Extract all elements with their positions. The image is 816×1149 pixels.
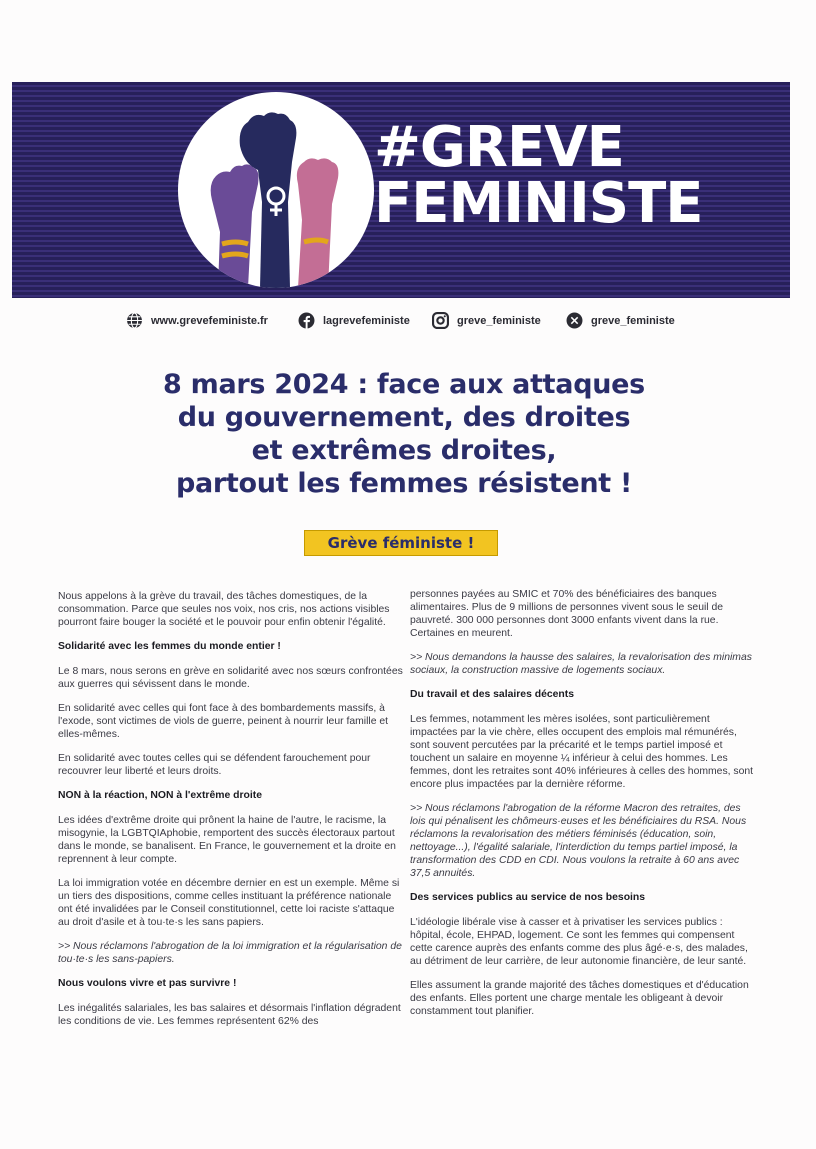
social-links [0, 312, 816, 332]
greve-tag: Grève féministe ! [304, 530, 498, 556]
paragraph: En solidarité avec toutes celles qui se défendent farouchement pour recouvrer leur liberté et leurs droits. [58, 753, 371, 777]
banner-emblem [178, 92, 374, 288]
paragraph: Le 8 mars, nous serons en grève en solidarité avec nos sœurs confrontées aux guerres qui sévissent dans le monde. [58, 666, 403, 690]
banner-title [374, 115, 703, 236]
social-facebook[interactable] [298, 312, 410, 329]
paragraph: Elles assument la grande majorité des tâches domestiques et d'éducation des enfants. Elles portent une charge mentale les obligeant à devoir constamment tout planifier. [410, 980, 749, 1017]
paragraph: Les inégalités salariales, les bas salaires et désormais l'inflation dégradent les conditions de vie. Les femmes représentent 62% des [58, 1003, 401, 1027]
left-column [58, 590, 406, 1039]
social-website-label: www.grevefeministe.fr [151, 314, 268, 327]
social-twitter-label: greve_feministe [591, 314, 675, 327]
page-title-line2: du gouvernement, des droites [177, 402, 631, 433]
header-banner [12, 82, 790, 298]
page-title [0, 368, 808, 500]
globe-icon [126, 312, 143, 329]
social-instagram[interactable] [432, 312, 541, 329]
section-heading: Nous voulons vivre et pas survivre ! [58, 978, 237, 989]
page-title-line4: partout les femmes résistent ! [175, 468, 633, 499]
banner-title-line2: FEMINISTE [374, 171, 703, 236]
section-heading: NON à la réaction, NON à l'extrême droite [58, 790, 262, 801]
paragraph: Les idées d'extrême droite qui prônent la haine de l'autre, le racisme, la misogynie, la LGBTQIAphobie, remportent des succès électoraux partout dans le monde, se banalisent. En France, le gouvernement et la droite en reprennent à leur compte. [58, 815, 396, 865]
twitter-icon [566, 312, 583, 329]
demand-paragraph: >> Nous réclamons l'abrogation de la réforme Macron des retraites, des lois qui pénalisent les chômeurs·euses et les bénéficiaires du RSA. Nous réclamons la revalorisation des métiers féminisés (éducation, soin, nettoyage...), l'égalité salariale, l'interdiction du temps partiel imposé, la transformation des CDD en CDI. Nous voulons la retraite à 60 ans avec 37,5 annuités. [410, 803, 747, 879]
social-website[interactable] [126, 312, 268, 329]
page-title-line3: et extrêmes droites, [251, 435, 557, 466]
paragraph: Les femmes, notamment les mères isolées, sont particulièrement impactées par la vie chère, elles occupent des emplois mal rémunérés, sont souvent percutées par la précarité et le temps partiel imposé et touchent un salaire en moyenne ¼ inférieur à celui des hommes. Les femmes, dont les retraites sont 40% inférieures à celles des hommes, sont encore plus impactées par la dernière réforme. [410, 714, 754, 790]
paragraph: En solidarité avec celles qui font face à des bombardements massifs, à l'exode, sont victimes de viols de guerre, peinent à nourrir leur famille et elles-mêmes. [58, 703, 389, 740]
section-heading: Du travail et des salaires décents [410, 689, 575, 700]
facebook-icon [298, 312, 315, 329]
banner-title-line1: #GREVE [374, 115, 624, 180]
right-column [410, 588, 758, 1029]
instagram-icon [432, 312, 449, 329]
section-heading: Des services publics au service de nos besoins [410, 892, 646, 903]
social-facebook-label: lagrevefeministe [323, 314, 410, 327]
demand-paragraph: >> Nous demandons la hausse des salaires, la revalorisation des minimas sociaux, la construction massive de logements sociaux. [410, 652, 752, 676]
demand-paragraph: >> Nous réclamons l'abrogation de la loi immigration et la régularisation de tou·te·s les sans-papiers. [58, 941, 402, 965]
paragraph: personnes payées au SMIC et 70% des bénéficiaires des banques alimentaires. Plus de 9 millions de personnes vivent sous le seuil de pauvreté. 300 000 personnes dont 3000 enfants vivent dans la rue. Certaines en meurent. [410, 589, 724, 639]
intro-paragraph: Nous appelons à la grève du travail, des tâches domestiques, de la consommation. Parce que seules nos voix, nos cris, nos actions visibles pourront faire bouger la société et le pouvoir pour enfin obtenir l'égalité. [58, 591, 390, 628]
page-title-line1: 8 mars 2024 : face aux attaques [163, 369, 645, 400]
paragraph: L'idéologie libérale vise à casser et à privatiser les services publics : hôpital, école, EHPAD, logement. Ce sont les femmes qui compensent cette carence auprès des enfants comme des plus âgé·e·s, des malades, au détriment de leur carrière, de leur autonomie financière, de leur santé. [410, 917, 748, 967]
section-heading: Solidarité avec les femmes du monde entier ! [58, 641, 281, 652]
social-instagram-label: greve_feministe [457, 314, 541, 327]
social-twitter[interactable] [566, 312, 675, 329]
raised-fists-icon [178, 92, 374, 288]
paragraph: La loi immigration votée en décembre dernier en est un exemple. Même si un tiers des dispositions, comme celles instituant la préférence nationale ont été invalidées par le Conseil constitutionnel, cette loi raciste s'attaque au droit d'asile et à tou·te·s les sans papiers. [58, 878, 400, 928]
